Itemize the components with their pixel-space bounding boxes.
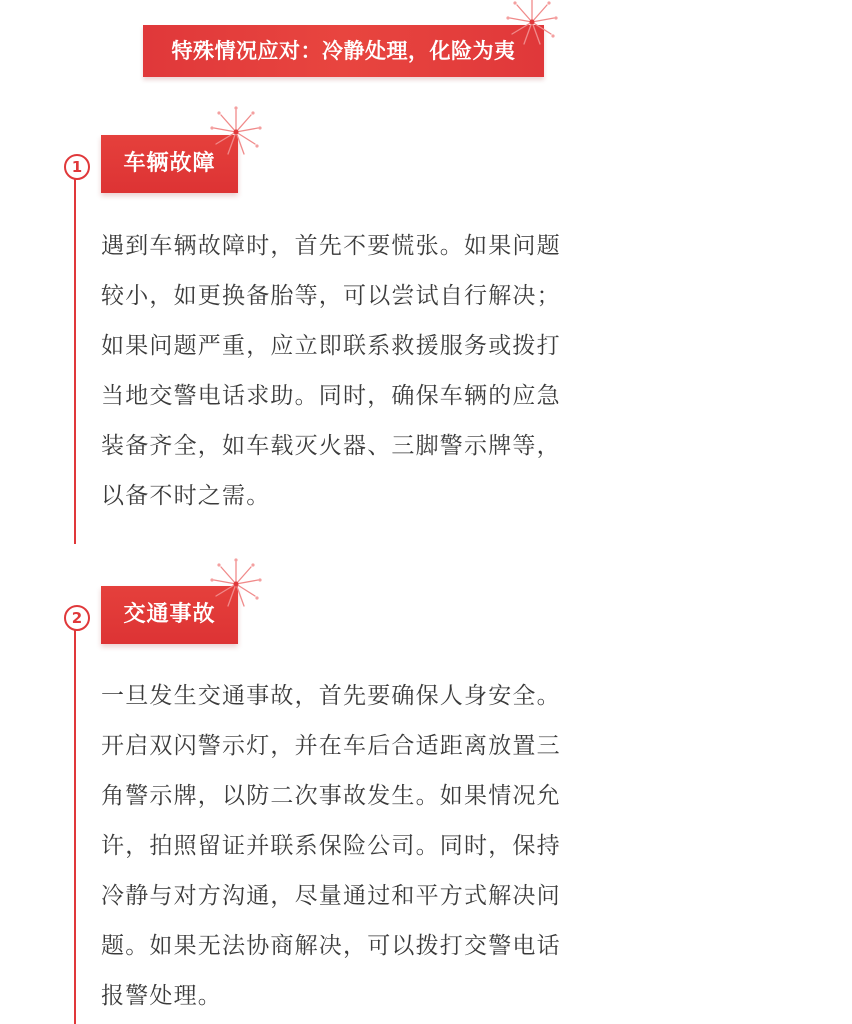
banner-title: 特殊情况应对：冷静处理，化险为夷 xyxy=(171,39,516,63)
firework-sparkle-icon xyxy=(504,0,560,50)
firework-sparkle-icon xyxy=(208,104,264,160)
section-body-1: 遇到车辆故障时，首先不要慌张。如果问题较小，如更换备胎等，可以尝试自行解决；如果问题严重，应立即联系救援服务或拨打当地交警电话求助。同时，确保车辆的应急装备齐全，如车载灭火器、三脚警示牌等，以备不时之需。 xyxy=(101,233,561,509)
step-number-2: 2 xyxy=(64,605,90,631)
step-number-1: 1 xyxy=(64,154,90,180)
section-title-1: 车辆故障 xyxy=(123,151,216,176)
section-banner xyxy=(143,25,544,77)
timeline-line-2 xyxy=(74,628,76,1024)
section-body-2: 一旦发生交通事故，首先要确保人身安全。开启双闪警示灯，并在车后合适距离放置三角警示牌，以防二次事故发生。如果情况允许，拍照留证并联系保险公司。同时，保持冷静与对方沟通，尽量通过和平方式解决问题。如果无法协商解决，可以拨打交警电话报警处理。 xyxy=(101,683,561,1009)
section-title-2: 交通事故 xyxy=(123,602,216,627)
firework-sparkle-icon xyxy=(208,556,264,612)
timeline-line-1 xyxy=(74,178,76,544)
